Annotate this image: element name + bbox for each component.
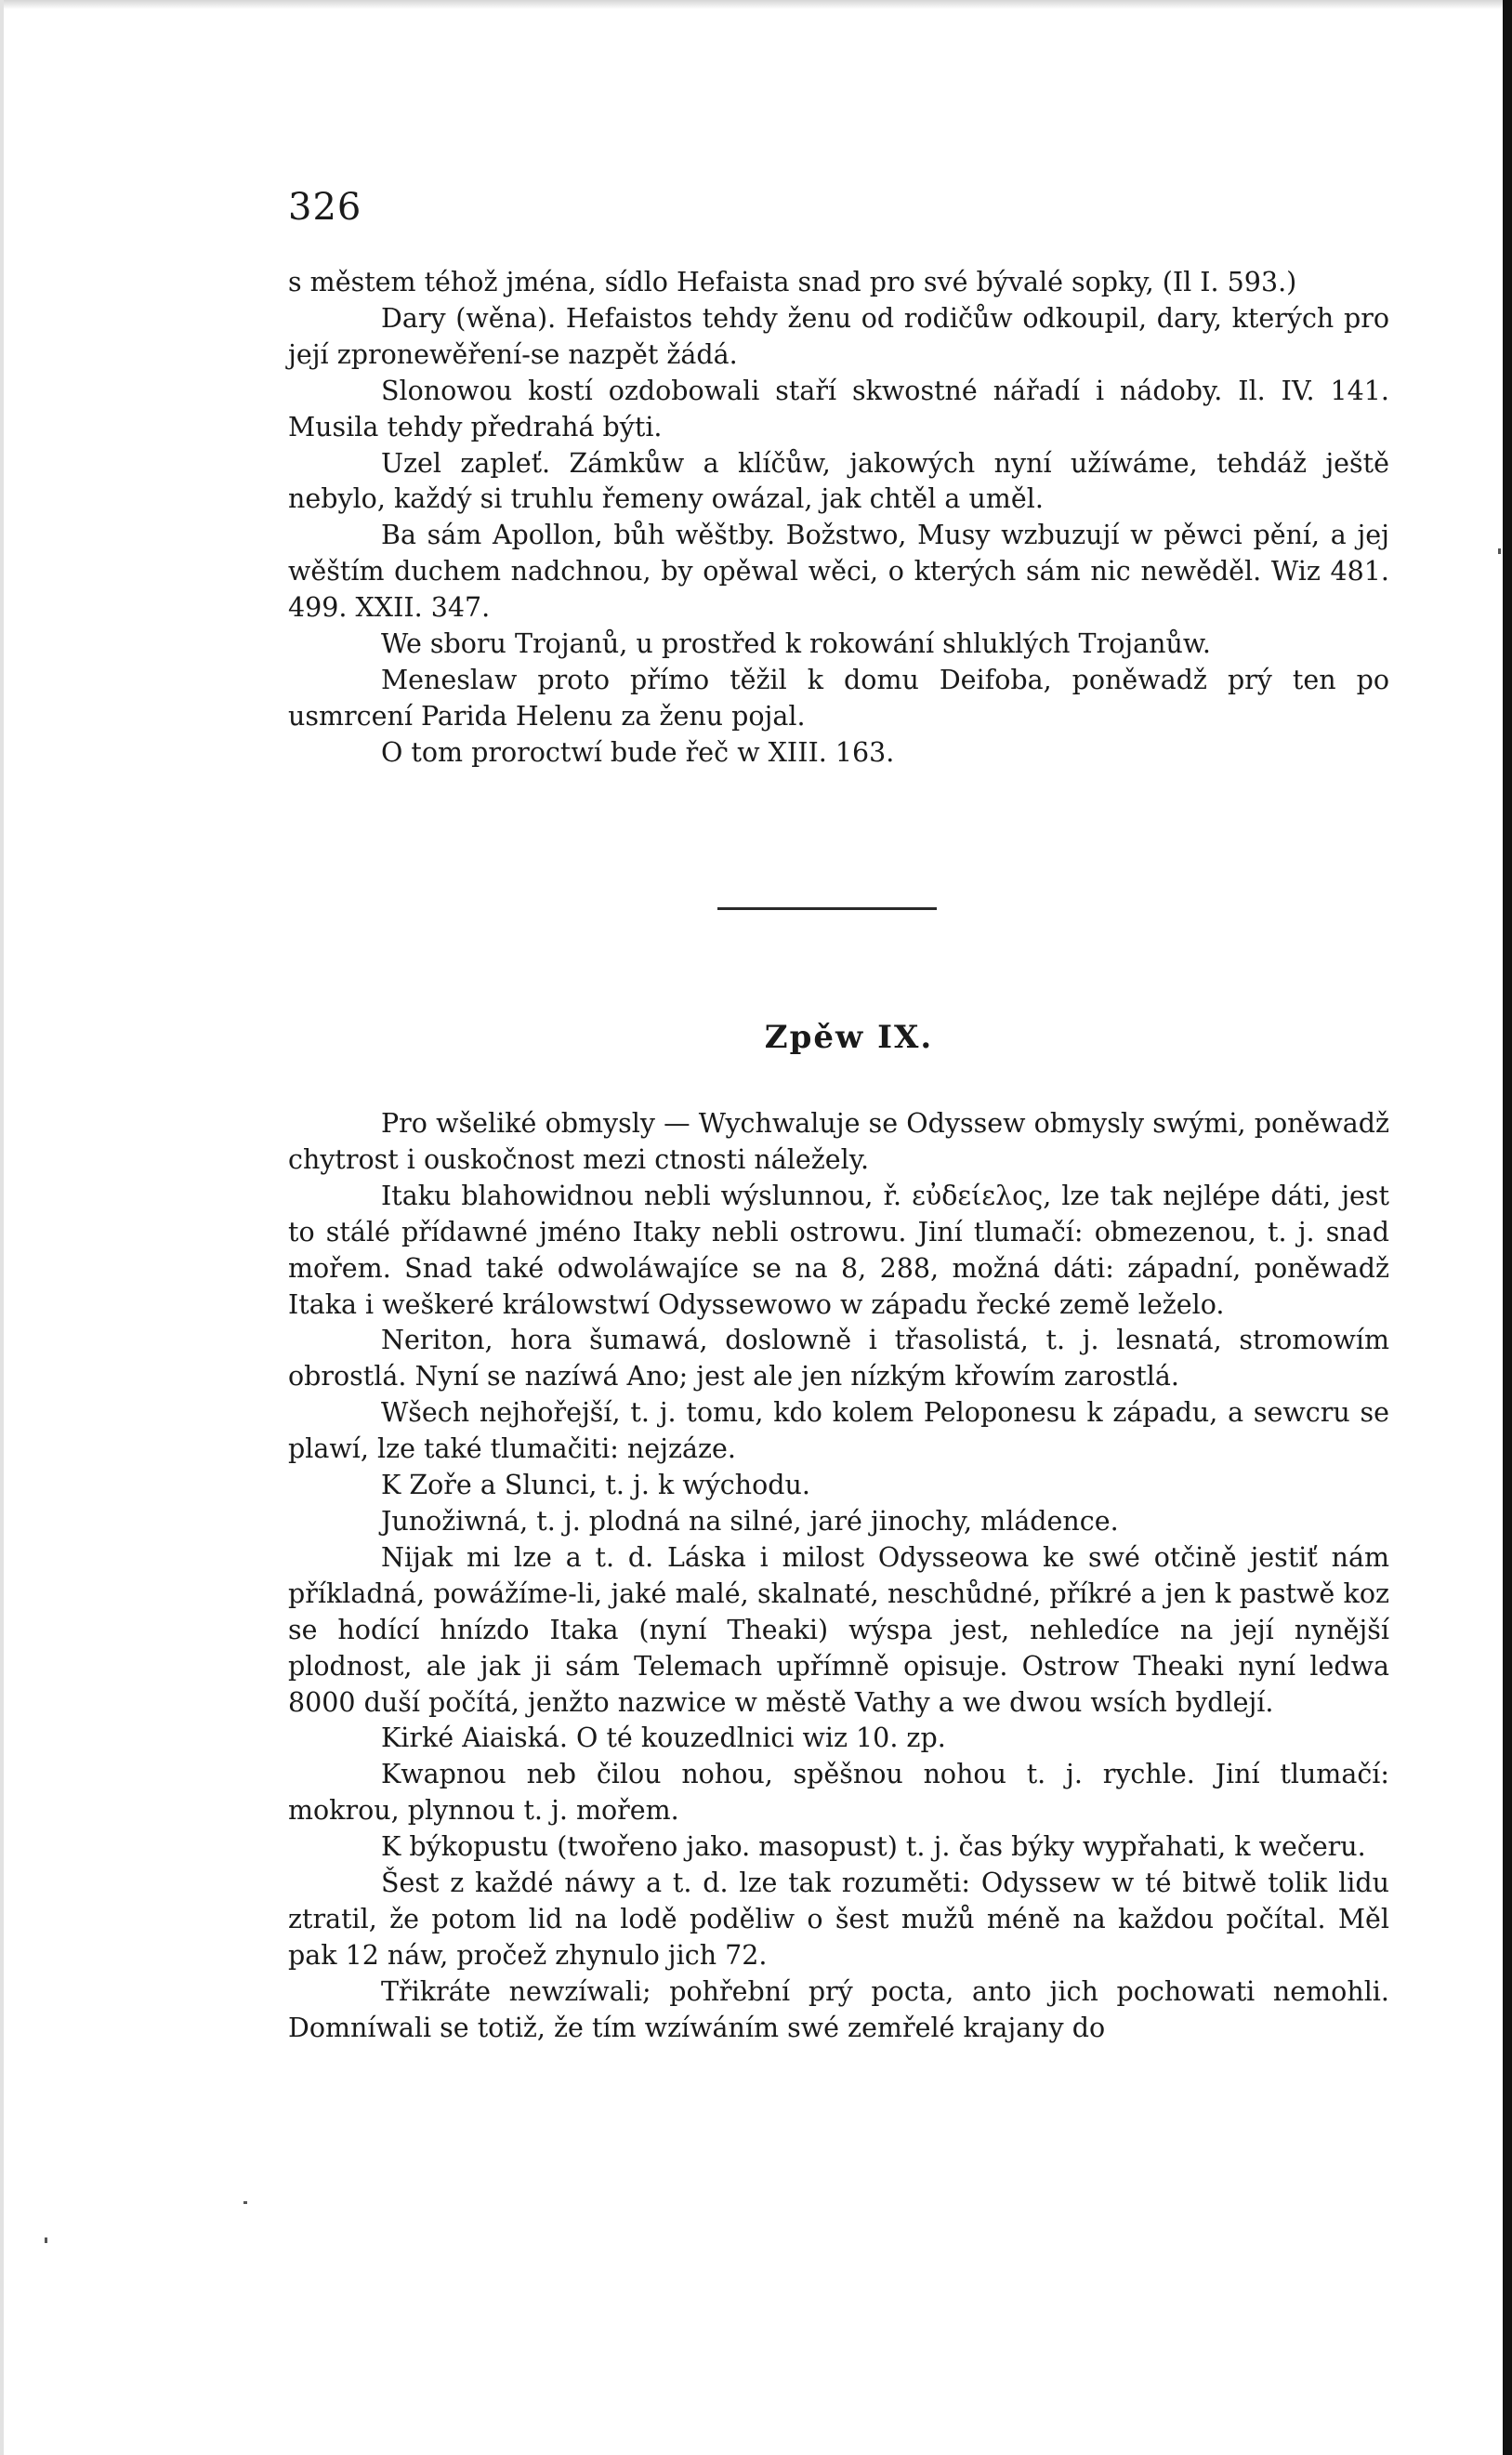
note-paragraph: K Zoře a Slunci, t. j. k wýchodu. xyxy=(381,1470,810,1501)
note-paragraph: Třikráte newzíwali; pohřební prý pocta, anto jich pochowati nemohli. Domníwali se totiž, že tím wzíwáním swé zemřelé krajany do xyxy=(288,1975,1389,2043)
note-paragraph: Junožiwná, t. j. plodná na silné, jaré jinochy, mládence. xyxy=(381,1505,1119,1537)
scan-speck xyxy=(1498,548,1501,554)
note-paragraph: Nijak mi lze a t. d. Láska i milost Odysseowa ke swé otčině jestiť nám příkladná, powážíme-li, jaké malé, skalnaté, neschůdné, příkré a jen k pastwě koz se hodící hnízdo Itaka (nyní Theaki) wýspa jest, nehledíce na její nynější plodnost, ale jak ji sám Telemach upřímně opisuje. Ostrow Theaki nyní ledwa 8000 duší počítá, jenžto nazwice w městě Vathy a we dwou wsích bydlejí. xyxy=(288,1541,1389,1718)
note-paragraph: Wšech nejhořejší, t. j. tomu, kdo kolem Peloponesu k západu, a sewcru se plawí, lze také tlumačiti: nejzáze. xyxy=(288,1397,1389,1465)
section-title: Zpěw IX. xyxy=(764,1019,934,1056)
note-paragraph: Šest z každé náwy a t. d. lze tak rozuměti: Odyssew w té bitwě tolik lidu ztratil, že potom lid na lodě poděliw o šest mužů méně na každou počítal. Měl pak 12 náw, pročež zhynulo jich 72. xyxy=(288,1868,1389,1971)
note-paragraph: Meneslaw proto přímo těžil k domu Deifoba, poněwadž prý ten po usmrcení Parida Helenu za ženu pojal. xyxy=(288,664,1389,732)
scan-edge-top xyxy=(0,0,1512,9)
section-separator-rule xyxy=(717,907,937,910)
scan-speck xyxy=(45,2237,47,2243)
note-paragraph: Ba sám Apollon, bůh wěštby. Božstwo, Musy wzbuzují w pěwci pění, a jej wěštím duchem nadchnou, by opěwal wěci, o kterých sám nic newěděl. Wiz 481. 499. XXII. 347. xyxy=(288,520,1389,624)
scan-edge-right xyxy=(1503,0,1512,2455)
note-paragraph: K býkopustu (twořeno jako. masopust) t. j. čas býky wypřahati, k wečeru. xyxy=(381,1831,1366,1863)
note-paragraph: Itaku blahowidnou nebli wýslunnou, ř. εὐδείελος, lze tak nejlépe dáti, jest to stálé přídawné jméno Itaky nebli ostrowu. Jiní tlumačí: obmezenou, t. j. snad mořem. Snad také odwoláwajíce se na 8, 288, možná dáti: západní, poněwadž Itaka i weškeré králowstwí Odyssewowo w západu řecké země leželo. xyxy=(288,1180,1389,1320)
note-paragraph: We sboru Trojanů, u prostřed k rokowání shluklých Trojanůw. xyxy=(381,628,1211,660)
page-number: 326 xyxy=(288,186,362,229)
note-paragraph: s městem téhož jména, sídlo Hefaista snad pro své bývalé sopky, (Il I. 593.) xyxy=(288,267,1297,297)
note-paragraph: Neriton, hora šumawá, doslowně i třasolistá, t. j. lesnatá, stromowím obrostlá. Nyní se nazíwá Ano; jest ale jen nízkým křowím zarostlá. xyxy=(288,1325,1389,1392)
note-paragraph: Uzel zapleť. Zámkůw a klíčůw, jakowých nyní užíwáme, tehdáž ještě nebylo, každý si truhlu řemeny owázal, jak chtěl a uměl. xyxy=(288,447,1389,515)
scan-edge-left xyxy=(0,0,4,2455)
note-paragraph: O tom proroctwí bude řeč w XIII. 163. xyxy=(381,736,895,768)
note-paragraph: Kirké Aiaiská. O té kouzedlnici wiz 10. zp. xyxy=(381,1722,946,1754)
notes-bottom xyxy=(288,1106,1389,2047)
note-paragraph: Kwapnou neb čilou nohou, spěšnou nohou t. j. rychle. Jiní tlumačí: mokrou, plynnou t. j. mořem. xyxy=(288,1759,1389,1827)
scan-speck xyxy=(243,2201,247,2204)
note-paragraph: Pro wšeliké obmysly — Wychwaluje se Odyssew obmysly swými, poněwadž chytrost i ouskočnost mezi ctnosti náležely. xyxy=(288,1108,1389,1175)
notes-top xyxy=(288,265,1389,772)
note-paragraph: Dary (wěna). Hefaistos tehdy ženu od rodičůw odkoupil, dary, kterých pro její zpronewěření-se nazpět žádá. xyxy=(288,302,1389,370)
note-paragraph: Slonowou kostí ozdobowali staří skwostné nářadí i nádoby. Il. IV. 141. Musila tehdy předrahá býti. xyxy=(288,375,1389,442)
